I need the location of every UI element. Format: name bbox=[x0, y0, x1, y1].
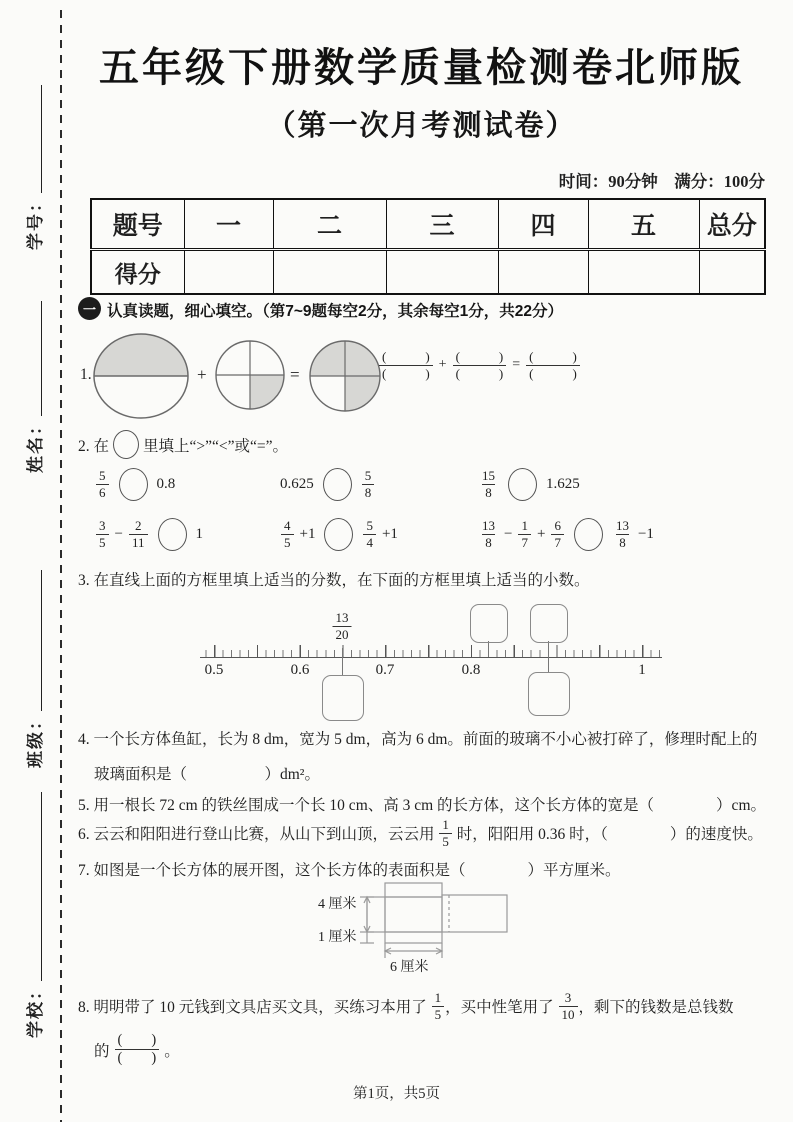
q4-question-text-line2: 玻璃面积是（ ）dm²。 bbox=[94, 766, 320, 783]
header-question-no: 题号 bbox=[91, 199, 184, 250]
fraction bbox=[613, 518, 632, 550]
fraction-numerator: 1 bbox=[521, 518, 528, 534]
score-cell bbox=[699, 250, 765, 295]
fraction bbox=[479, 518, 498, 550]
header-part-4: 四 bbox=[498, 199, 588, 250]
fraction bbox=[379, 349, 433, 381]
fraction bbox=[551, 518, 564, 550]
expression-text: 里填上“>”“<”或“=”。 bbox=[143, 437, 289, 455]
fraction-answer-box bbox=[530, 604, 568, 643]
q1-number: 1. bbox=[80, 366, 92, 383]
expression-text: 2. 在 bbox=[78, 437, 110, 455]
expression-text: +1 bbox=[299, 526, 316, 542]
score-cell bbox=[386, 250, 498, 295]
time-and-score-info: 时间：90分钟 满分：100分 bbox=[558, 172, 765, 191]
q2-item-4 bbox=[95, 518, 203, 551]
numberline-connector bbox=[488, 641, 489, 656]
q6-question-text bbox=[78, 817, 763, 849]
fraction-numerator: ( ) bbox=[117, 1032, 157, 1048]
fraction-numerator: 1 bbox=[434, 990, 442, 1005]
q1-plus-sign: + bbox=[197, 365, 207, 384]
dashed-cut-line bbox=[60, 10, 62, 1122]
margin-field-school bbox=[20, 792, 46, 1038]
fraction-denominator: ( ) bbox=[115, 1049, 160, 1067]
fraction-denominator: 8 bbox=[482, 534, 495, 551]
q7-box-net-diagram bbox=[310, 876, 540, 981]
dim-label-strip: 1 厘米 bbox=[318, 930, 357, 945]
fraction-denominator: 6 bbox=[96, 484, 109, 501]
fraction-numerator: 13 bbox=[482, 518, 495, 534]
fraction-numerator: 5 bbox=[364, 468, 372, 484]
expression-text: 1 bbox=[195, 526, 203, 542]
page-subtitle: （第一次月考测试卷） bbox=[266, 110, 577, 142]
comparison-circle-blank bbox=[158, 518, 187, 551]
fraction-denominator: 4 bbox=[363, 534, 376, 551]
expression-text: −1 bbox=[637, 526, 654, 542]
score-cell bbox=[588, 250, 699, 295]
fraction-denominator: 5 bbox=[281, 534, 294, 551]
fraction-numerator: 15 bbox=[482, 468, 495, 484]
q1-answer-blanks bbox=[378, 349, 581, 381]
expression-text: 6. 云云和阳阳进行登山比赛，从山下到山顶，云云用 bbox=[78, 826, 439, 844]
comparison-circle-blank bbox=[323, 468, 352, 501]
score-table-score-row bbox=[91, 250, 765, 295]
numberline-connector bbox=[342, 648, 343, 675]
expression-text: 0.625 bbox=[280, 476, 314, 492]
dim-label-height: 4 厘米 bbox=[318, 897, 357, 912]
score-table-header-row bbox=[91, 199, 765, 250]
comparison-circle-blank bbox=[119, 468, 148, 501]
dim-label-width: 6 厘米 bbox=[390, 960, 429, 975]
margin-field-name bbox=[20, 301, 46, 473]
fraction bbox=[432, 990, 445, 1022]
expression-text: = bbox=[512, 357, 521, 373]
fraction bbox=[479, 468, 498, 500]
header-part-1: 一 bbox=[184, 199, 273, 250]
fraction bbox=[526, 349, 580, 381]
fraction-denominator: ( ) bbox=[453, 365, 507, 382]
fraction-denominator: 7 bbox=[518, 534, 531, 551]
fraction-denominator: 20 bbox=[333, 626, 352, 643]
fraction-denominator: 10 bbox=[559, 1006, 578, 1023]
q2-item-5 bbox=[280, 518, 398, 551]
fraction bbox=[115, 1032, 160, 1068]
fraction bbox=[439, 817, 452, 849]
fraction bbox=[129, 518, 148, 550]
numberline-label: 0.5 bbox=[204, 662, 224, 678]
numberline-label: 0.8 bbox=[461, 662, 481, 678]
fraction-denominator: 5 bbox=[432, 1006, 445, 1023]
fraction bbox=[333, 610, 352, 642]
expression-text: 的 bbox=[94, 1042, 110, 1060]
page-title: 五年级下册数学质量检测卷北师版 bbox=[99, 45, 744, 90]
header-total: 总分 bbox=[699, 199, 765, 250]
fraction-numerator: 6 bbox=[554, 518, 561, 534]
expression-text: ，买中性笔用了 bbox=[445, 999, 558, 1017]
decimal-answer-box bbox=[322, 675, 364, 721]
fraction-answer-box bbox=[470, 604, 508, 643]
fraction bbox=[363, 518, 376, 550]
class-write-line bbox=[41, 570, 42, 711]
q2-item-6 bbox=[478, 518, 654, 551]
numberline-connector bbox=[548, 641, 549, 672]
comparison-circle-blank bbox=[508, 468, 537, 501]
expression-text: − bbox=[114, 526, 123, 542]
score-cell bbox=[273, 250, 386, 295]
student-id-write-line bbox=[41, 85, 42, 193]
margin-field-student-id bbox=[20, 85, 46, 250]
fraction-numerator: ( ) bbox=[382, 349, 430, 364]
fraction-numerator: ( ) bbox=[455, 349, 504, 364]
fraction-denominator: 11 bbox=[129, 534, 148, 551]
expression-text: 0.8 bbox=[156, 476, 176, 492]
expression-text: 1.625 bbox=[546, 476, 580, 492]
fraction-denominator: 5 bbox=[96, 534, 109, 551]
section-number-icon: 一 bbox=[78, 297, 101, 320]
numberline-label: 0.6 bbox=[290, 662, 310, 678]
fraction-denominator: 7 bbox=[551, 534, 564, 551]
header-part-3: 三 bbox=[386, 199, 498, 250]
school-label: 学校： bbox=[26, 981, 45, 1038]
fraction-numerator: 13 bbox=[615, 518, 629, 534]
q2-item-2 bbox=[280, 468, 375, 501]
section-title: 认真读题，细心填空。（第7~9题每空2分，其余每空1分，共22分） bbox=[107, 303, 564, 320]
fraction-denominator: 8 bbox=[362, 484, 375, 501]
score-table bbox=[90, 198, 766, 295]
numberline-fraction-13-20 bbox=[332, 610, 353, 642]
numberline-label: 0.7 bbox=[375, 662, 395, 678]
q2-question-text bbox=[78, 430, 288, 459]
header-part-5: 五 bbox=[588, 199, 699, 250]
page-number-footer: 第1页，共5页 bbox=[353, 1086, 440, 1102]
fraction-numerator: ( ) bbox=[529, 349, 577, 364]
fraction-numerator: 1 bbox=[442, 817, 449, 832]
numberline-major-ticks bbox=[200, 645, 662, 657]
numberline-label: 1 bbox=[638, 662, 646, 678]
fraction-numerator: 3 bbox=[564, 990, 572, 1005]
name-label: 姓名： bbox=[26, 416, 45, 473]
comparison-circle-blank bbox=[324, 518, 353, 551]
numberline-axis bbox=[200, 643, 662, 658]
class-label: 班级： bbox=[26, 711, 45, 768]
q8-question-text-line1 bbox=[78, 990, 734, 1022]
q1-fraction-circles-diagram bbox=[90, 330, 390, 425]
expression-text: + bbox=[536, 526, 546, 542]
fraction bbox=[281, 518, 294, 550]
fraction-denominator: 8 bbox=[616, 534, 629, 551]
expression-text: + bbox=[438, 357, 447, 373]
header-part-2: 二 bbox=[273, 199, 386, 250]
fraction-denominator: ( ) bbox=[379, 365, 433, 382]
q8-question-text-line2 bbox=[94, 1032, 180, 1068]
q3-question-text: 3. 在直线上面的方框里填上适当的分数，在下面的方框里填上适当的小数。 bbox=[78, 572, 590, 589]
student-id-label: 学号： bbox=[26, 193, 45, 250]
decimal-answer-box bbox=[528, 672, 570, 716]
fraction-denominator: ( ) bbox=[526, 365, 580, 382]
expression-text: 8. 明明带了 10 元钱到文具店买文具，买练习本用了 bbox=[78, 999, 431, 1017]
q5-question-text: 5. 用一根长 72 cm 的铁丝围成一个长 10 cm、高 3 cm 的长方体，这个长方体的宽是（ ）cm。 bbox=[78, 797, 766, 814]
expression-text: − bbox=[504, 526, 513, 542]
fraction-numerator: 4 bbox=[284, 518, 291, 534]
expression-text: ，剩下的钱数是总钱数 bbox=[578, 999, 734, 1017]
fraction bbox=[96, 518, 109, 550]
q7-question-text: 7. 如图是一个长方体的展开图，这个长方体的表面积是（ ）平方厘米。 bbox=[78, 862, 621, 879]
expression-text: +1 bbox=[381, 526, 398, 542]
fraction-numerator: 13 bbox=[335, 610, 349, 625]
school-write-line bbox=[41, 792, 42, 981]
q2-item-1 bbox=[95, 468, 175, 501]
fraction bbox=[518, 518, 531, 550]
score-row-label: 得分 bbox=[91, 250, 184, 295]
fraction-denominator: 8 bbox=[482, 484, 495, 501]
expression-text: 。 bbox=[164, 1042, 180, 1060]
fraction-numerator: 3 bbox=[99, 518, 106, 534]
fraction bbox=[362, 468, 375, 500]
comparison-circle-blank bbox=[574, 518, 603, 551]
q1-equals-sign: = bbox=[290, 365, 300, 384]
q4-question-text-line1: 4. 一个长方体鱼缸，长为 8 dm，宽为 5 dm，高为 6 dm。前面的玻璃不小心被打碎了，修理时配上的 bbox=[78, 731, 758, 748]
q2-item-3 bbox=[478, 468, 580, 501]
expression-text: 时，阳阳用 0.36 时，（ ）的速度快。 bbox=[452, 826, 763, 844]
margin-field-class bbox=[20, 570, 46, 768]
fraction-denominator: 5 bbox=[439, 833, 452, 850]
fraction-numerator: 5 bbox=[366, 518, 373, 534]
fraction-numerator: 5 bbox=[99, 468, 106, 484]
name-write-line bbox=[41, 301, 42, 416]
fraction bbox=[96, 468, 109, 500]
fraction bbox=[453, 349, 507, 381]
fraction bbox=[559, 990, 578, 1022]
score-cell bbox=[184, 250, 273, 295]
comparison-circle-blank bbox=[113, 430, 139, 459]
score-cell bbox=[498, 250, 588, 295]
fraction-numerator: 2 bbox=[134, 518, 142, 534]
